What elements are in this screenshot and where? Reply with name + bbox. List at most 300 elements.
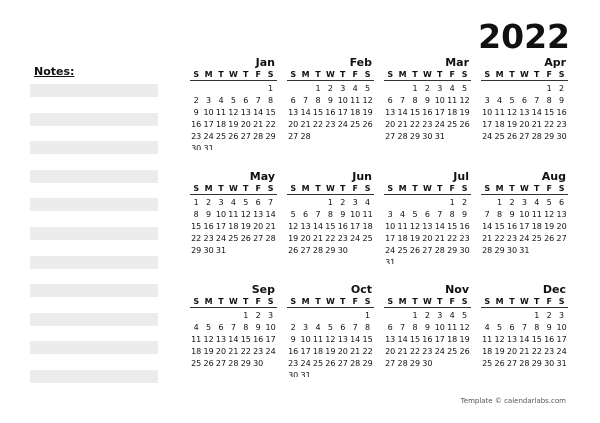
day-cell: 26 [409, 246, 421, 255]
weekday-label: T [243, 70, 249, 79]
day-cell: 9 [559, 96, 565, 105]
note-line [30, 170, 158, 183]
weekday-label: W [228, 297, 238, 306]
weekday-label: F [255, 184, 261, 193]
day-cell: 3 [206, 96, 212, 105]
weekday-label: W [325, 297, 335, 306]
month-dec [481, 283, 568, 377]
day-cell: 31 [215, 246, 227, 255]
day-cell: 6 [387, 96, 393, 105]
day-cell: 2 [424, 84, 430, 93]
weekday-label: T [412, 297, 418, 306]
day-cell: 21 [519, 347, 530, 356]
day-cell: 14 [531, 108, 542, 117]
weekday-label: M [301, 70, 310, 79]
weekday-label: T [437, 184, 443, 193]
day-cell: 13 [556, 210, 567, 219]
weekday-label: T [218, 184, 224, 193]
day-cell: 16 [459, 222, 470, 231]
day-cell: 5 [206, 323, 212, 332]
day-cell: 31 [300, 371, 311, 377]
day-cell: 31 [556, 359, 567, 368]
day-cell: 15 [544, 108, 555, 117]
day-cell: 20 [385, 347, 396, 356]
day-cell: 18 [362, 222, 373, 231]
day-cell: 31 [434, 132, 445, 141]
day-cell: 10 [434, 96, 445, 105]
day-cell: 31 [203, 144, 214, 150]
day-cell: 1 [365, 311, 371, 320]
day-cell: 1 [449, 198, 455, 207]
day-cell: 6 [509, 323, 515, 332]
day-cell: 8 [449, 210, 455, 219]
month-name: Nov [445, 283, 469, 296]
day-cell: 27 [337, 359, 348, 368]
day-cell: 6 [303, 210, 309, 219]
day-cell: 27 [556, 234, 567, 243]
weekday-label: S [267, 297, 274, 306]
day-cell: 7 [303, 96, 309, 105]
day-cell: 18 [312, 347, 324, 356]
day-cell: 22 [325, 234, 336, 243]
day-cell: 23 [253, 347, 264, 356]
day-cell: 26 [544, 234, 555, 243]
weekday-label: W [422, 297, 432, 306]
day-cell: 8 [412, 96, 418, 105]
day-cell: 6 [255, 198, 261, 207]
weekday-label: T [534, 297, 540, 306]
day-cell: 14 [397, 108, 408, 117]
weekday-label: W [519, 184, 529, 193]
day-cell: 13 [506, 335, 518, 344]
day-cell: 19 [506, 120, 518, 129]
day-cell: 18 [531, 222, 542, 231]
day-cell: 18 [350, 108, 361, 117]
day-cell: 7 [484, 210, 490, 219]
day-cell: 16 [191, 120, 202, 129]
weekday-label: M [398, 70, 407, 79]
weekday-label: M [495, 70, 504, 79]
day-cell: 24 [385, 246, 396, 255]
day-cell: 6 [243, 96, 249, 105]
day-cell: 5 [497, 323, 503, 332]
weekday-label: M [398, 184, 407, 193]
weekday-label: S [387, 184, 394, 193]
day-cell: 4 [218, 96, 224, 105]
day-cell: 27 [300, 246, 311, 255]
day-cell: 28 [531, 132, 542, 141]
day-cell: 28 [312, 246, 324, 255]
footer-credit: Template © calendarlabs.com [460, 397, 566, 405]
day-cell: 11 [228, 210, 239, 219]
day-cell: 1 [546, 84, 552, 93]
day-cell: 8 [365, 323, 371, 332]
day-cell: 24 [434, 347, 445, 356]
day-cell: 26 [494, 359, 505, 368]
day-cell: 14 [265, 210, 276, 219]
weekday-label: W [519, 70, 529, 79]
day-cell: 4 [230, 198, 236, 207]
day-cell: 5 [412, 210, 418, 219]
day-cell: 27 [506, 359, 518, 368]
day-cell: 2 [290, 323, 296, 332]
month-jun [287, 170, 374, 264]
day-cell: 11 [447, 96, 458, 105]
day-cell: 29 [362, 359, 373, 368]
day-cell: 11 [191, 335, 202, 344]
weekday-label: S [558, 297, 565, 306]
day-cell: 25 [215, 132, 227, 141]
day-cell: 5 [365, 84, 371, 93]
day-cell: 25 [531, 234, 542, 243]
day-cell: 18 [447, 335, 458, 344]
day-cell: 21 [434, 234, 445, 243]
day-cell: 27 [240, 132, 251, 141]
day-cell: 6 [290, 96, 296, 105]
weekday-header [190, 70, 277, 81]
day-cell: 20 [337, 347, 348, 356]
note-line [30, 113, 158, 126]
day-cell: 5 [546, 198, 552, 207]
day-cell: 15 [531, 335, 542, 344]
day-cell: 30 [422, 132, 433, 141]
weekday-header [481, 70, 568, 81]
weekday-label: W [325, 184, 335, 193]
day-cell: 20 [288, 120, 299, 129]
day-cell: 27 [385, 132, 396, 141]
day-cell: 19 [203, 347, 214, 356]
day-cell: 8 [315, 96, 321, 105]
day-cell: 20 [215, 347, 227, 356]
day-cell: 17 [385, 234, 396, 243]
day-cell: 6 [424, 210, 430, 219]
day-cell: 18 [228, 222, 239, 231]
day-cell: 30 [556, 132, 567, 141]
day-cell: 15 [362, 335, 373, 344]
day-cell: 22 [544, 120, 555, 129]
month-feb [287, 56, 374, 150]
weekday-label: T [315, 70, 321, 79]
day-cell: 28 [300, 132, 311, 141]
day-cell: 4 [449, 84, 455, 93]
day-cell: 28 [434, 246, 445, 255]
day-cell: 8 [546, 96, 552, 105]
day-cell: 10 [434, 323, 445, 332]
day-cell: 12 [228, 108, 239, 117]
weekday-label: M [204, 184, 213, 193]
day-cell: 14 [300, 108, 311, 117]
day-cell: 14 [350, 335, 361, 344]
day-cell: 4 [484, 323, 490, 332]
day-cell: 25 [350, 120, 361, 129]
month-name: Jun [352, 170, 372, 183]
day-cell: 20 [253, 222, 264, 231]
month-may [190, 170, 277, 264]
day-cell: 7 [230, 323, 236, 332]
weekday-label: S [484, 70, 491, 79]
weekday-header [287, 184, 374, 195]
weekday-label: S [558, 184, 565, 193]
day-cell: 29 [447, 246, 458, 255]
weekday-label: T [509, 70, 515, 79]
weekday-label: T [509, 184, 515, 193]
month-aug [481, 170, 568, 264]
day-cell: 30 [253, 359, 264, 368]
weekday-label: F [352, 297, 358, 306]
weekday-label: T [340, 70, 346, 79]
day-cell: 12 [409, 222, 421, 231]
month-nov [384, 283, 471, 377]
day-cell: 24 [300, 359, 311, 368]
weekday-label: S [193, 70, 200, 79]
weekday-label: W [422, 184, 432, 193]
day-cell: 15 [312, 108, 324, 117]
month-mar [384, 56, 471, 150]
day-cell: 3 [559, 311, 565, 320]
day-cell: 12 [362, 96, 373, 105]
day-cell: 17 [434, 335, 445, 344]
day-cell: 24 [519, 234, 530, 243]
day-cell: 3 [437, 311, 443, 320]
day-cell: 19 [409, 234, 421, 243]
day-cell: 2 [546, 311, 552, 320]
day-cell: 13 [337, 335, 348, 344]
weekday-label: F [255, 297, 261, 306]
month-name: Dec [542, 283, 566, 296]
weekday-label: M [301, 297, 310, 306]
day-cell: 7 [400, 323, 406, 332]
day-cell: 6 [218, 323, 224, 332]
weekday-label: S [461, 297, 468, 306]
day-cell: 14 [253, 108, 264, 117]
weekday-label: S [364, 297, 371, 306]
note-line [30, 198, 158, 211]
day-cell: 25 [447, 120, 458, 129]
weekday-label: M [495, 184, 504, 193]
day-cell: 11 [494, 108, 505, 117]
day-cell: 14 [228, 335, 239, 344]
day-cell: 26 [325, 359, 336, 368]
day-cell: 10 [519, 210, 530, 219]
day-cell: 25 [362, 234, 373, 243]
day-cell: 7 [437, 210, 443, 219]
weekday-label: S [387, 297, 394, 306]
note-line [30, 313, 158, 326]
day-cell: 16 [422, 335, 433, 344]
day-cell: 19 [494, 347, 505, 356]
weekday-header [384, 297, 471, 308]
day-cell: 26 [459, 120, 470, 129]
day-cell: 29 [265, 132, 276, 141]
weekday-label: W [325, 70, 335, 79]
day-cell: 21 [253, 120, 264, 129]
day-cell: 2 [559, 84, 565, 93]
day-cell: 26 [362, 120, 373, 129]
day-cell: 24 [215, 234, 227, 243]
day-cell: 10 [203, 108, 214, 117]
day-cell: 14 [519, 335, 530, 344]
day-cell: 14 [482, 222, 493, 231]
day-cell: 23 [422, 120, 433, 129]
day-cell: 30 [422, 359, 433, 368]
month-jan [190, 56, 277, 150]
day-cell: 25 [397, 246, 408, 255]
day-cell: 5 [462, 311, 468, 320]
day-cell: 27 [288, 132, 299, 141]
weekday-label: T [218, 297, 224, 306]
day-cell: 6 [559, 198, 565, 207]
day-cell: 21 [312, 234, 324, 243]
day-cell: 24 [203, 132, 214, 141]
day-cell: 16 [337, 222, 348, 231]
day-cell: 23 [459, 234, 470, 243]
day-cell: 10 [385, 222, 396, 231]
day-cell: 14 [397, 335, 408, 344]
day-cell: 8 [243, 323, 249, 332]
day-cell: 10 [337, 96, 348, 105]
day-cell: 3 [387, 210, 393, 219]
day-cell: 28 [253, 132, 264, 141]
day-cell: 13 [253, 210, 264, 219]
day-cell: 1 [243, 311, 249, 320]
notes-label: Notes: [34, 65, 75, 78]
day-cell: 24 [337, 120, 348, 129]
day-cell: 12 [325, 335, 336, 344]
day-cell: 26 [459, 347, 470, 356]
day-cell: 9 [546, 323, 552, 332]
month-name: Jul [453, 170, 469, 183]
day-cell: 15 [447, 222, 458, 231]
day-cell: 20 [519, 120, 530, 129]
weekday-label: T [534, 184, 540, 193]
day-cell: 21 [397, 347, 408, 356]
weekday-label: S [193, 184, 200, 193]
day-cell: 5 [230, 96, 236, 105]
day-cell: 26 [506, 132, 518, 141]
day-cell: 7 [315, 210, 321, 219]
month-name: Aug [541, 170, 566, 183]
day-cell: 22 [494, 234, 505, 243]
day-cell: 20 [300, 234, 311, 243]
day-cell: 21 [350, 347, 361, 356]
day-cell: 8 [327, 210, 333, 219]
day-cell: 11 [531, 210, 542, 219]
day-cell: 16 [506, 222, 518, 231]
day-cell: 23 [191, 132, 202, 141]
day-cell: 29 [409, 132, 421, 141]
day-cell: 2 [462, 198, 468, 207]
day-cell: 1 [534, 311, 540, 320]
day-cell: 27 [215, 359, 227, 368]
day-cell: 11 [362, 210, 373, 219]
day-cell: 1 [327, 198, 333, 207]
day-cell: 29 [531, 359, 542, 368]
weekday-label: S [484, 297, 491, 306]
day-cell: 26 [240, 234, 251, 243]
weekday-label: T [340, 297, 346, 306]
day-cell: 15 [265, 108, 276, 117]
day-cell: 17 [215, 222, 227, 231]
day-cell: 25 [482, 359, 493, 368]
day-cell: 29 [544, 132, 555, 141]
day-cell: 10 [265, 323, 276, 332]
month-name: Mar [445, 56, 469, 69]
month-name: Sep [251, 283, 275, 296]
weekday-label: M [495, 297, 504, 306]
day-cell: 28 [397, 359, 408, 368]
day-cell: 16 [325, 108, 336, 117]
day-cell: 17 [350, 222, 361, 231]
day-cell: 25 [312, 359, 324, 368]
day-cell: 28 [397, 132, 408, 141]
day-cell: 5 [290, 210, 296, 219]
weekday-label: T [437, 70, 443, 79]
day-cell: 8 [497, 210, 503, 219]
day-cell: 26 [288, 246, 299, 255]
day-cell: 28 [519, 359, 530, 368]
weekday-label: M [204, 70, 213, 79]
day-cell: 18 [191, 347, 202, 356]
day-cell: 9 [509, 210, 515, 219]
day-cell: 13 [240, 108, 251, 117]
day-cell: 18 [447, 108, 458, 117]
day-cell: 22 [191, 234, 202, 243]
day-cell: 14 [312, 222, 324, 231]
weekday-label: S [267, 70, 274, 79]
day-cell: 5 [462, 84, 468, 93]
weekday-label: S [290, 297, 297, 306]
weekday-label: W [228, 70, 238, 79]
day-cell: 22 [409, 120, 421, 129]
day-cell: 7 [534, 96, 540, 105]
weekday-label: S [387, 70, 394, 79]
weekday-header [384, 184, 471, 195]
day-cell: 25 [494, 132, 505, 141]
day-cell: 24 [350, 234, 361, 243]
day-cell: 5 [509, 96, 515, 105]
day-cell: 15 [240, 335, 251, 344]
weekday-label: M [398, 297, 407, 306]
day-cell: 15 [325, 222, 336, 231]
day-cell: 1 [268, 84, 274, 93]
day-cell: 2 [327, 84, 333, 93]
day-cell: 23 [422, 347, 433, 356]
day-cell: 7 [268, 198, 274, 207]
day-cell: 28 [265, 234, 276, 243]
weekday-header [190, 297, 277, 308]
day-cell: 17 [434, 108, 445, 117]
day-cell: 3 [303, 323, 309, 332]
weekday-label: T [437, 297, 443, 306]
day-cell: 12 [240, 210, 251, 219]
day-cell: 18 [215, 120, 227, 129]
day-cell: 2 [206, 198, 212, 207]
day-cell: 18 [482, 347, 493, 356]
month-oct [287, 283, 374, 377]
day-cell: 3 [268, 311, 274, 320]
weekday-header [481, 184, 568, 195]
day-cell: 7 [521, 323, 527, 332]
day-cell: 23 [288, 359, 299, 368]
day-cell: 31 [385, 258, 396, 264]
day-cell: 4 [497, 96, 503, 105]
day-cell: 12 [494, 335, 505, 344]
weekday-label: F [546, 297, 552, 306]
day-cell: 13 [215, 335, 227, 344]
weekday-label: T [315, 184, 321, 193]
day-cell: 24 [434, 120, 445, 129]
day-cell: 28 [350, 359, 361, 368]
